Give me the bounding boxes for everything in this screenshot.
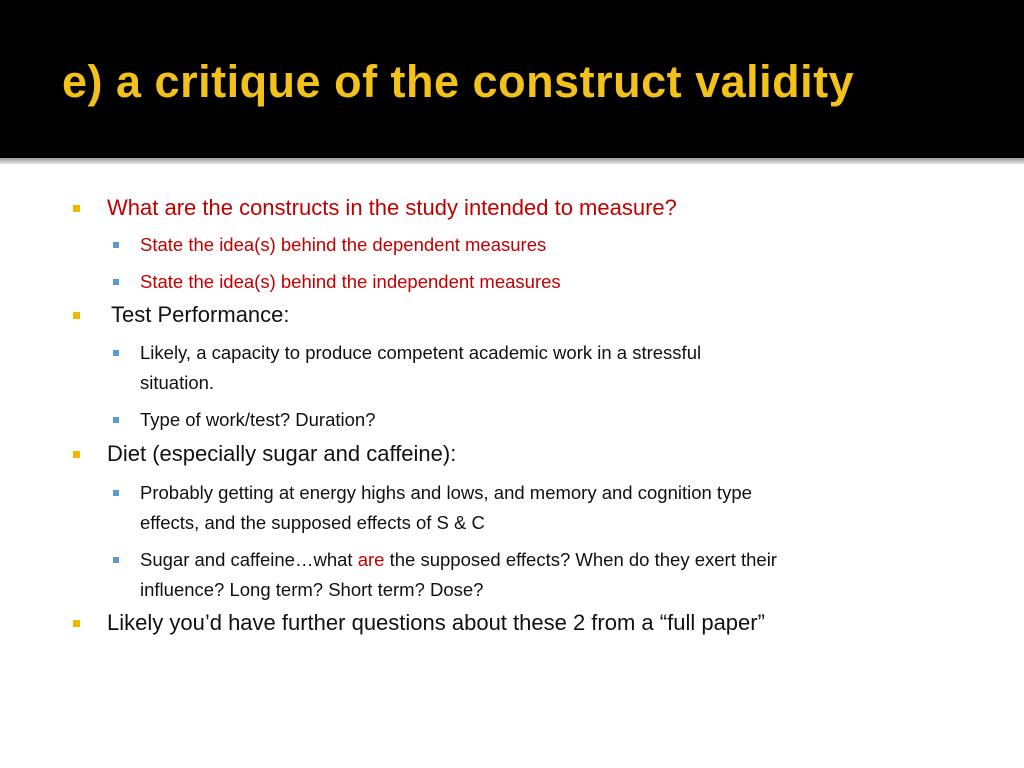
square-bullet-icon <box>113 490 119 496</box>
bullet-text: Likely, a capacity to produce competent academic work in a stressful <box>140 342 702 363</box>
bullet-text <box>140 545 777 575</box>
text-segment: the supposed effects? When do they exert their <box>384 549 777 570</box>
bullet-text: Type of work/test? Duration? <box>140 409 376 430</box>
square-bullet-icon <box>113 417 119 423</box>
bullet-text-continued: influence? Long term? Short term? Dose? <box>140 579 484 600</box>
square-bullet-icon <box>73 312 80 319</box>
square-bullet-icon <box>113 279 119 285</box>
emphasized-word: are <box>357 549 385 570</box>
bullet-text: Test Performance: <box>111 302 290 327</box>
bullet-text: Likely you’d have further questions about these 2 from a “full paper” <box>107 610 765 635</box>
square-bullet-icon <box>113 350 119 356</box>
bullet-text-continued: situation. <box>140 372 215 393</box>
bullet-text: Diet (especially sugar and caffeine): <box>107 441 457 466</box>
bullet-text: State the idea(s) behind the dependent measures <box>140 234 547 255</box>
bullet-text: What are the constructs in the study intended to measure? <box>107 195 677 220</box>
bullet-text: Probably getting at energy highs and lows, and memory and cognition type <box>140 482 752 503</box>
bullet-text: State the idea(s) behind the independent measures <box>140 271 561 292</box>
square-bullet-icon <box>73 451 80 458</box>
title-divider <box>0 158 1024 164</box>
square-bullet-icon <box>113 557 119 563</box>
square-bullet-icon <box>73 620 80 627</box>
square-bullet-icon <box>113 242 119 248</box>
slide-title: e) a critique of the construct validity <box>62 56 855 107</box>
bullet-text-continued: effects, and the supposed effects of S & C <box>140 512 485 533</box>
square-bullet-icon <box>73 205 80 212</box>
text-segment: Sugar and caffeine…what <box>140 549 358 570</box>
